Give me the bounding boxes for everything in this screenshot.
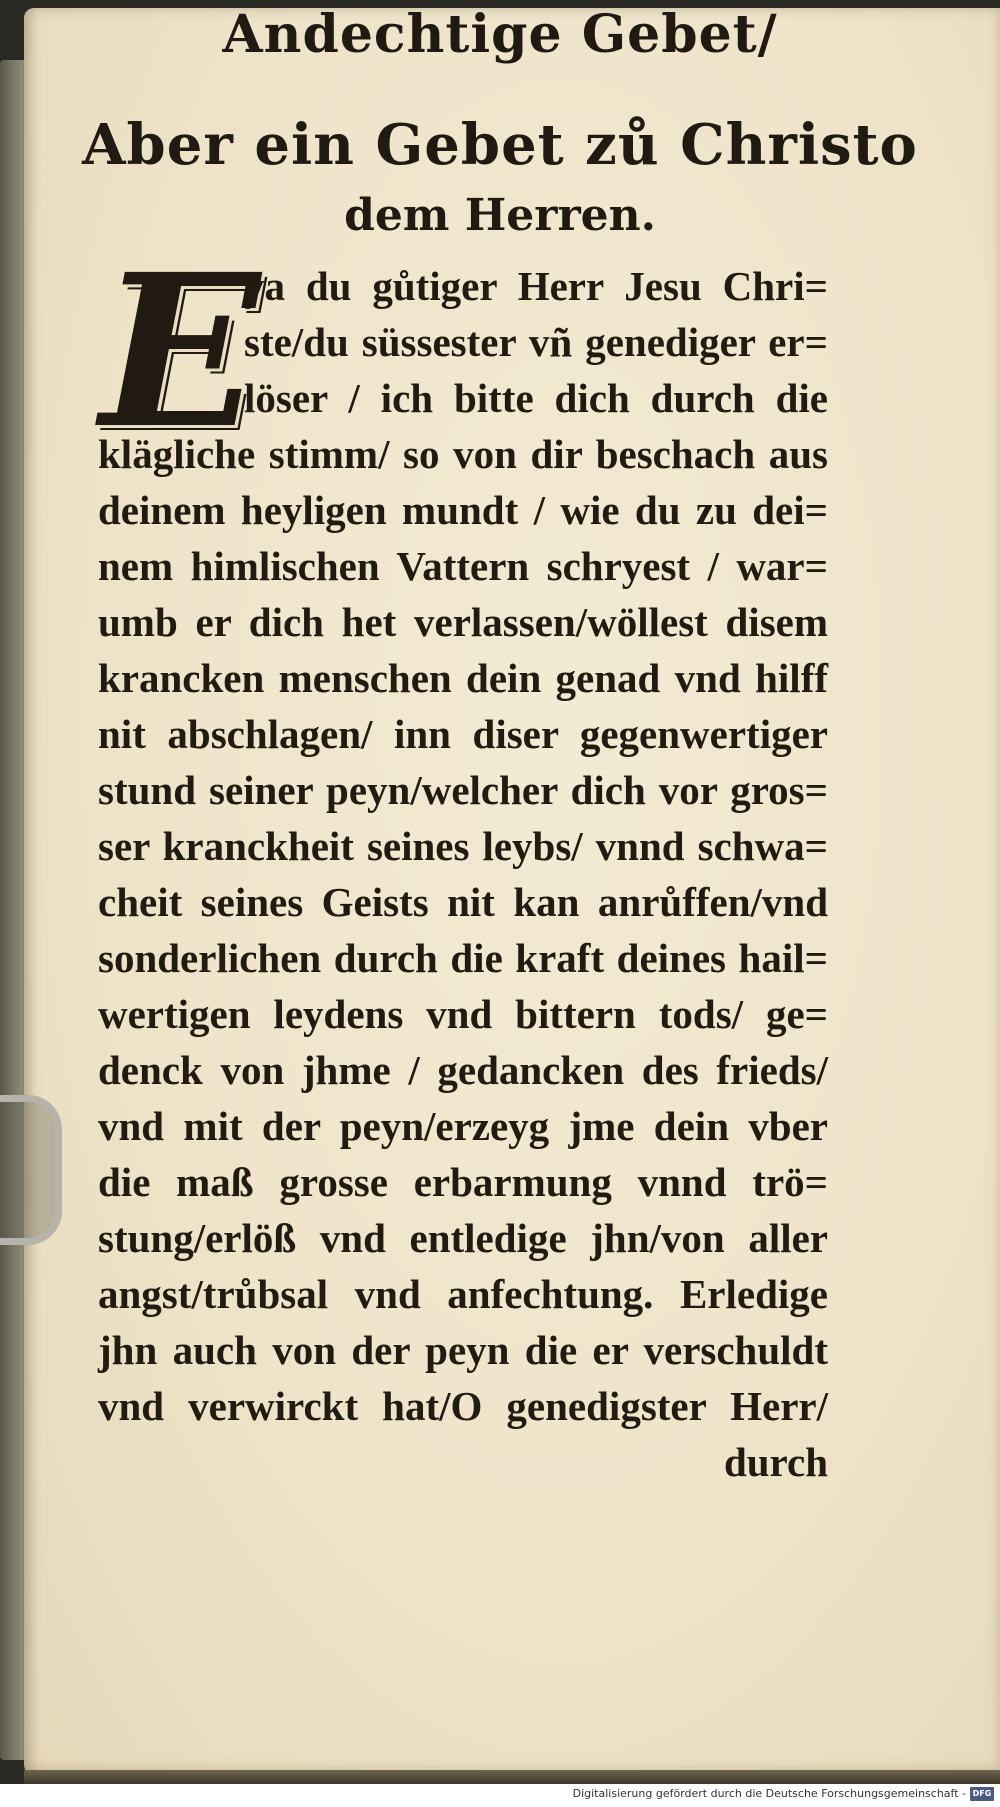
decorated-initial: E bbox=[100, 228, 261, 475]
text-line: nem himlischen Vattern schryest / war= bbox=[98, 543, 828, 589]
text-line: vnd mit der peyn/erzeyg jme dein vber bbox=[98, 1103, 828, 1149]
text-line: stung/erlöß vnd entledige jhn/von aller bbox=[98, 1215, 828, 1261]
text-line: ya du gůtiger Herr Jesu Chri= bbox=[244, 263, 828, 309]
text-line: ser kranckheit seines leybs/ vnnd schwa= bbox=[98, 823, 828, 869]
text-line: vnd verwirckt hat/O genedigster Herr/ bbox=[98, 1383, 828, 1429]
text-line: cheit seines Geists nit kan anrůffen/vnd bbox=[98, 879, 828, 925]
text-line: ste/du süssester vñ genediger er= bbox=[244, 319, 828, 365]
text-line: krancken menschen dein genad vnd hilff bbox=[98, 655, 828, 701]
text-line: stund seiner peyn/welcher dich vor gros= bbox=[98, 767, 828, 813]
text-line: löser / ich bitte dich durch die bbox=[244, 375, 828, 421]
page-bottom-edge bbox=[24, 1770, 1000, 1784]
text-line: nit abschlagen/ inn diser gegenwertiger bbox=[98, 711, 828, 757]
running-head: Andechtige Gebet/ bbox=[222, 4, 778, 65]
text-line: umb er dich het verlassen/wöllest disem bbox=[98, 599, 828, 645]
text-line: jhn auch von der peyn die er verschuldt bbox=[98, 1327, 828, 1373]
text-line: sonderlichen durch die kraft deines hail= bbox=[98, 935, 828, 981]
text-line: wertigen leydens vnd bittern tods/ ge= bbox=[98, 991, 828, 1037]
dfg-logo: DFG bbox=[970, 1787, 994, 1801]
prayer-title: Aber ein Gebet zů Christo bbox=[82, 112, 918, 178]
text-line: angst/trůbsal vnd anfechtung. Erledige bbox=[98, 1271, 828, 1317]
text-line: deinem heyligen mundt / wie du zu dei= bbox=[98, 487, 828, 533]
funding-credit: Digitalisierung gefördert durch die Deutsche Forschungsgemeinschaft - bbox=[572, 1787, 966, 1800]
book-clasp bbox=[0, 1095, 62, 1245]
catchword: durch bbox=[723, 1439, 828, 1485]
prayer-subtitle: dem Herren. bbox=[344, 190, 656, 241]
text-line: die maß grosse erbarmung vnnd trö= bbox=[98, 1159, 828, 1205]
text-line: denck von jhme / gedancken des frieds/ bbox=[98, 1047, 828, 1093]
text-line: klägliche stimm/ so von dir beschach aus bbox=[98, 431, 828, 477]
